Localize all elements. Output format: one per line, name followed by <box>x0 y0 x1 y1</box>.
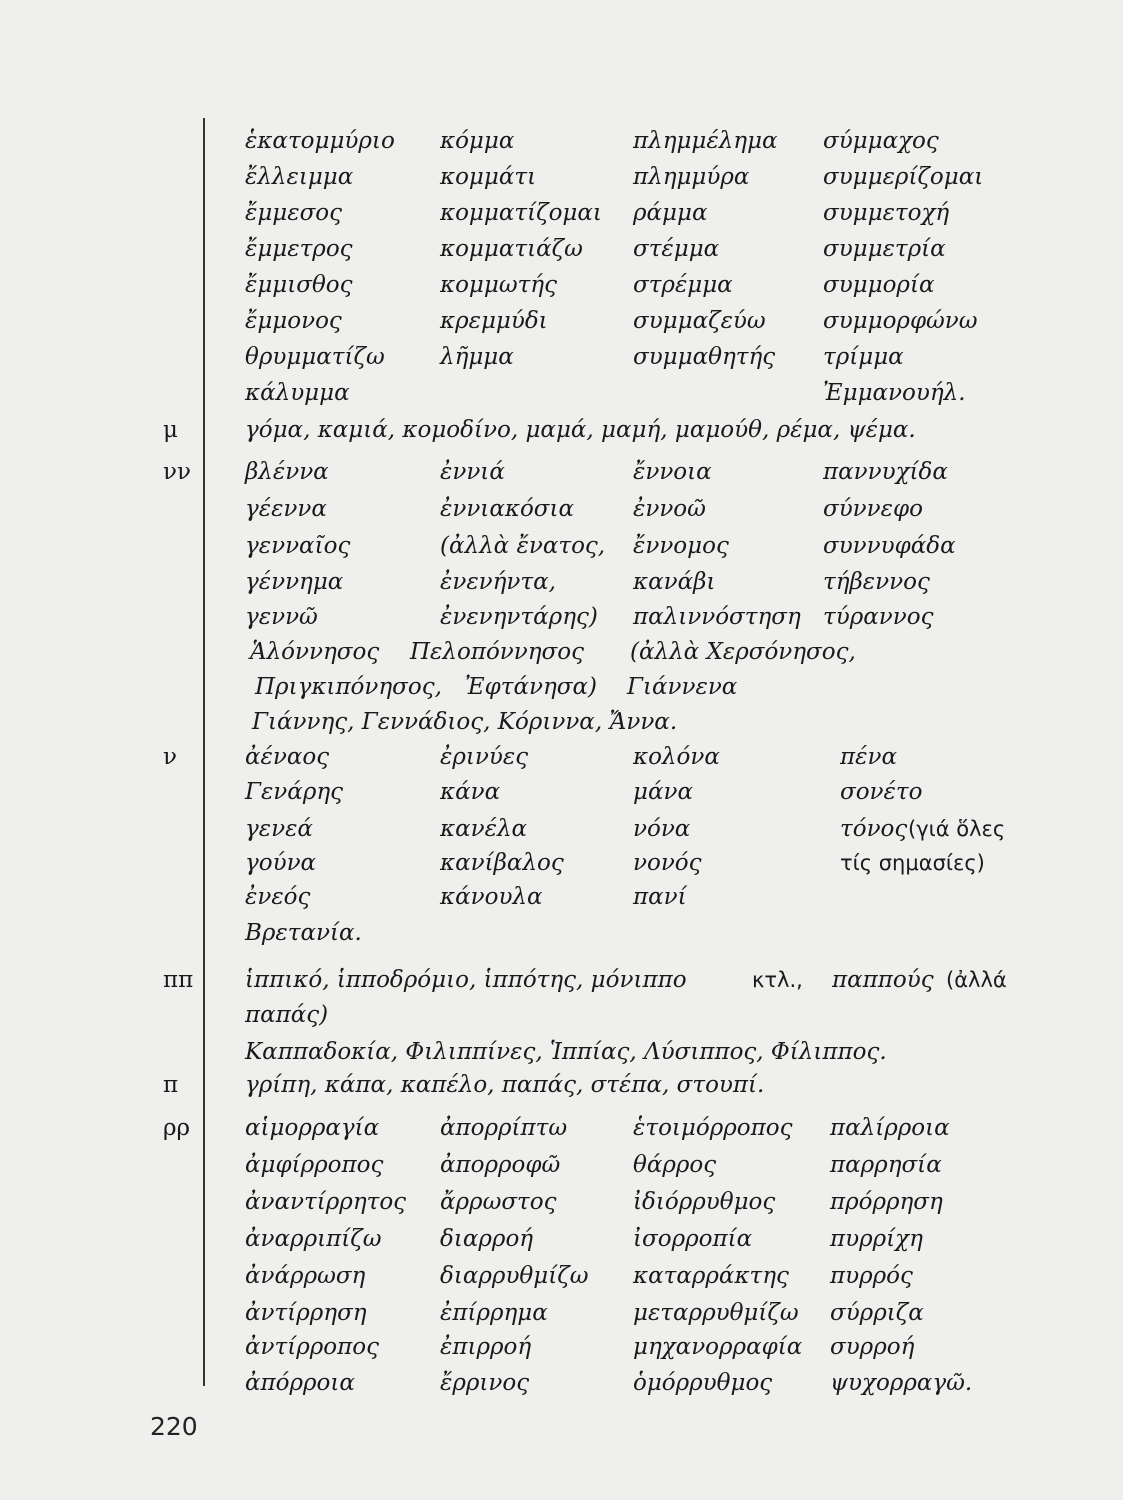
word: κάλυμμα <box>245 380 350 406</box>
word-row <box>0 121 1123 161</box>
word-row <box>0 667 1123 707</box>
word-row <box>0 489 1123 529</box>
word: ἰσορροπία <box>633 1226 753 1252</box>
word-row <box>0 1363 1123 1403</box>
word: συμμαθητής <box>633 344 776 370</box>
word: ἔννομος <box>633 533 729 559</box>
word: πανί <box>633 884 687 910</box>
word-row <box>0 960 1123 1000</box>
word-row <box>0 1182 1123 1222</box>
word: ἀναντίρρητος <box>245 1189 407 1215</box>
section-label: νν <box>163 459 191 485</box>
word-list: Γιάννης, Γεννάδιος, Κόριννα, Ἄννα. <box>252 709 678 735</box>
word-row <box>0 1327 1123 1367</box>
note: (γιά ὅλες <box>908 817 1006 841</box>
word: ἔμμεσος <box>245 200 343 226</box>
word: μάνα <box>633 779 693 805</box>
word: (ἀλλά <box>946 968 1007 992</box>
word: πλημμέλημα <box>633 128 778 154</box>
word-row <box>0 737 1123 777</box>
word: παπάς) <box>245 1002 329 1028</box>
word: ἐνενήντα, <box>440 569 556 595</box>
word-list: γρίπη, κάπα, καπέλο, παπάς, στέπα, στουπί. <box>245 1072 765 1098</box>
word: παρρησία <box>830 1152 942 1178</box>
word-row <box>0 1145 1123 1185</box>
word-row <box>0 1065 1123 1105</box>
word-row <box>0 410 1123 450</box>
word: νονός <box>633 850 702 876</box>
word: κρεμμύδι <box>440 308 548 334</box>
word: παλίρροια <box>830 1115 950 1141</box>
word: Πελοπόννησος <box>410 639 584 665</box>
word: στρέμμα <box>633 272 733 298</box>
word: Ἁλόννησος <box>250 639 380 665</box>
word-row <box>0 526 1123 566</box>
word: κομμάτι <box>440 164 537 190</box>
word: ψυχορραγῶ. <box>830 1370 973 1396</box>
word: μηχανορραφία <box>633 1334 803 1360</box>
word: κόμμα <box>440 128 515 154</box>
word: πλημμύρα <box>633 164 750 190</box>
word-list: γόμα, καμιά, κομοδίνο, μαμά, μαμή, μαμούθ, ρέμα, ψέμα. <box>245 417 916 443</box>
word: κτλ., <box>752 968 803 992</box>
word: ἐνενηντάρης) <box>440 604 598 630</box>
word: κανέλα <box>440 816 528 842</box>
word: ἀμφίρροπος <box>245 1152 384 1178</box>
word: κολόνα <box>633 744 720 770</box>
word-list: ἱππικό, ἱπποδρόμιο, ἱππότης, μόνιππο <box>245 967 687 993</box>
word-row <box>0 373 1123 413</box>
word: ἐννιακόσια <box>440 496 575 522</box>
section-label: μ <box>163 417 178 443</box>
word-row <box>0 337 1123 377</box>
word: σύρριζα <box>830 1300 924 1326</box>
word: κάνουλα <box>440 884 543 910</box>
word: ἑκατομμύριο <box>245 128 395 154</box>
word: κανάβι <box>633 569 716 595</box>
word: ἀνάρρωση <box>245 1263 366 1289</box>
word: γενεά <box>245 816 313 842</box>
section-label: ππ <box>163 967 194 993</box>
word: ἀντίρροπος <box>245 1334 379 1360</box>
word: ἐννιά <box>440 459 505 485</box>
word-row <box>0 995 1123 1035</box>
word-row <box>0 157 1123 197</box>
word: Γιάννενα <box>627 674 738 700</box>
word-row <box>0 229 1123 269</box>
word-row <box>0 772 1123 812</box>
section-label: ν <box>163 744 177 770</box>
word: θρυμματίζω <box>245 344 385 370</box>
word: ἔμμονος <box>245 308 342 334</box>
word: παννυχίδα <box>823 459 948 485</box>
word: κομματίζομαι <box>440 200 602 226</box>
word: Βρετανία. <box>245 920 362 946</box>
word-row <box>0 265 1123 305</box>
word: συρροή <box>830 1334 915 1360</box>
word: ἔμμετρος <box>245 236 353 262</box>
word-row <box>0 877 1123 917</box>
word: βλέννα <box>245 459 329 485</box>
word: ἔννοια <box>633 459 712 485</box>
word: ἀντίρρηση <box>245 1300 367 1326</box>
word: συμμορφώνω <box>823 308 978 334</box>
word: αἱμορραγία <box>245 1115 380 1141</box>
word: Ἐμμανουήλ. <box>823 380 966 406</box>
word: συμμετοχή <box>823 200 950 226</box>
word: κομμωτής <box>440 272 557 298</box>
word: πρόρρηση <box>830 1189 943 1215</box>
word: συμμαζεύω <box>633 308 766 334</box>
word: (ἀλλὰ Χερσόνησος, <box>630 639 856 665</box>
word-row <box>0 452 1123 492</box>
word: τρίμμα <box>823 344 904 370</box>
word: ἀπορρίπτω <box>440 1115 568 1141</box>
word-row <box>0 193 1123 233</box>
word: ἔρρινος <box>440 1370 530 1396</box>
section-label: π <box>163 1072 179 1098</box>
word: ἰδιόρρυθμος <box>633 1189 776 1215</box>
word: συννυφάδα <box>823 533 956 559</box>
word: Πριγκιπόνησος, <box>255 674 442 700</box>
word: νόνα <box>633 816 691 842</box>
word: συμμετρία <box>823 236 946 262</box>
word: διαρρυθμίζω <box>440 1263 589 1289</box>
word: ἄρρωστος <box>440 1189 557 1215</box>
word: Γενάρης <box>245 779 343 805</box>
note: τίς σημασίες) <box>840 851 985 875</box>
word: μεταρρυθμίζω <box>633 1300 799 1326</box>
word: πένα <box>840 744 897 770</box>
word: παππούς <box>832 967 934 993</box>
word: κομματιάζω <box>440 236 583 262</box>
word: ἐνεός <box>245 884 311 910</box>
word-row <box>0 913 1123 953</box>
word: ἀπόρροια <box>245 1370 355 1396</box>
word-list: Καππαδοκία, Φιλιππίνες, Ἱππίας, Λύσιππος, Φίλιππος. <box>245 1039 887 1065</box>
word: παλιννόστηση <box>633 604 801 630</box>
word: ἔλλειμμα <box>245 164 354 190</box>
word: σύμμαχος <box>823 128 939 154</box>
word-row <box>0 1256 1123 1296</box>
word: ράμμα <box>633 200 708 226</box>
word: ἑτοιμόρροπος <box>633 1115 793 1141</box>
word: γέεννα <box>245 496 327 522</box>
word: ἐννοῶ <box>633 496 706 522</box>
word: ἀέναος <box>245 744 330 770</box>
word: συμμορία <box>823 272 935 298</box>
word-row <box>0 702 1123 742</box>
word: θάρρος <box>633 1152 717 1178</box>
word: συμμερίζομαι <box>823 164 984 190</box>
word: σύννεφο <box>823 496 923 522</box>
word: γενναῖος <box>245 533 351 559</box>
word: γεννῶ <box>245 604 318 630</box>
word: διαρροή <box>440 1226 534 1252</box>
word-row <box>0 632 1123 672</box>
word: ἐπιρροή <box>440 1334 532 1360</box>
word: στέμμα <box>633 236 720 262</box>
word: τήβεννος <box>823 569 930 595</box>
word: τόνος <box>840 816 908 842</box>
word-row <box>0 597 1123 637</box>
word: Ἐφτάνησα) <box>465 674 597 700</box>
word: γούνα <box>245 850 317 876</box>
word-row <box>0 562 1123 602</box>
section-label: ρρ <box>163 1115 191 1141</box>
word: λῆμμα <box>440 344 514 370</box>
word: κανίβαλος <box>440 850 564 876</box>
word: ἀναρριπίζω <box>245 1226 382 1252</box>
word: πυρρίχη <box>830 1226 923 1252</box>
word: πυρρός <box>830 1263 913 1289</box>
word: ἔμμισθος <box>245 272 353 298</box>
word: τύραννος <box>823 604 934 630</box>
word: ὁμόρρυθμος <box>633 1370 773 1396</box>
word: ἐπίρρημα <box>440 1300 548 1326</box>
word-row <box>0 1219 1123 1259</box>
word: καταρράκτης <box>633 1263 789 1289</box>
word-row <box>0 301 1123 341</box>
word: σονέτο <box>840 779 923 805</box>
word: γέννημα <box>245 569 344 595</box>
word: κάνα <box>440 779 501 805</box>
page-number: 220 <box>150 1412 198 1441</box>
word: ἐρινύες <box>440 744 529 770</box>
word: ἀπορροφῶ <box>440 1152 561 1178</box>
word: (ἀλλὰ ἔνατος, <box>440 533 606 559</box>
word-row <box>0 1108 1123 1148</box>
